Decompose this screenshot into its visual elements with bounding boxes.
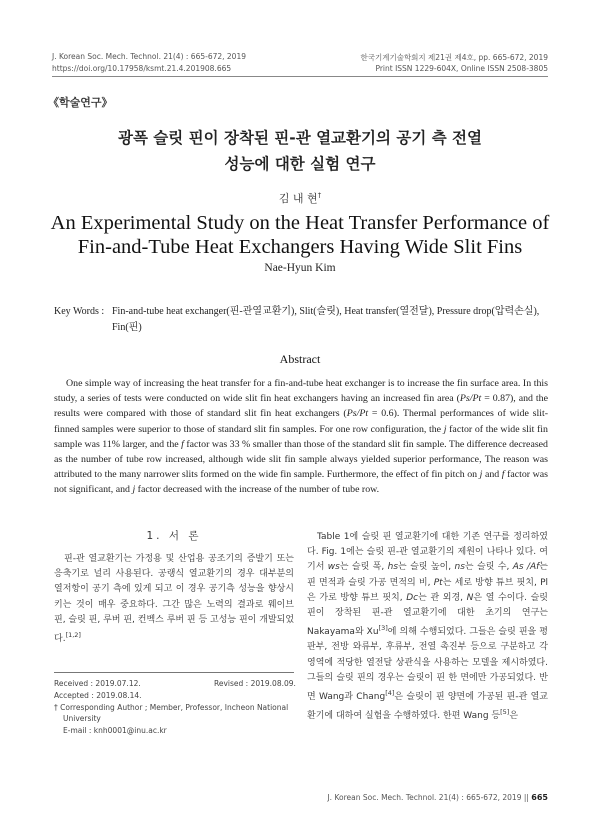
journal-citation-en: J. Korean Soc. Mech. Technol. 21(4) : 665-672, 2019 — [52, 52, 246, 61]
corresponding-affiliation: University — [63, 714, 101, 723]
received-date: Received : 2019.07.12. — [54, 679, 141, 688]
corresponding-mark: † — [317, 191, 322, 200]
keywords-text: Fin-and-tube heat exchanger(핀-관열교환기), Slit(슬릿), Heat transfer(열전달), Pressure drop(압력손실), Fin(핀) — [112, 306, 540, 333]
intro-left-column: 핀-관 열교환기는 가정용 및 산업용 공조기의 증발기 또는 응축기로 널리 사용된다. 공랭식 열교환기의 경우 대부분의 열저항이 공기 측에 있게 되고 이 경우 공기측 성능을 향상시키는 것이 매우 중요하다. 그간 많은 노력의 결과로 웨이브 핀, 슬릿 핀, 루버 핀, 컨벡스 루버 핀 등 고성능 핀이 개발되었다.[1,2] — [54, 554, 295, 645]
section1-heading: 1. 서 론 — [146, 530, 202, 542]
title-english-line1: An Experimental Study on the Heat Transfer Performance of — [50, 212, 550, 234]
citation-ref[interactable]: [1,2] — [65, 631, 81, 640]
accepted-date: Accepted : 2019.08.14. — [54, 691, 142, 700]
keywords-label: Key Words : — [54, 306, 105, 317]
citation-ref[interactable]: [4] — [385, 689, 395, 698]
footer-citation: J. Korean Soc. Mech. Technol. 21(4) : 665-672, 2019 || — [327, 793, 529, 802]
header-divider — [52, 76, 548, 77]
footnote-divider — [54, 672, 294, 673]
citation-ref[interactable]: [3] — [378, 624, 388, 633]
journal-citation-ko: 한국기계기술학회지 제21권 제4호, pp. 665-672, 2019 — [360, 53, 548, 62]
author-korean-name: 김 내 현 — [278, 192, 318, 205]
ratio-symbol: Ps/Pt — [346, 408, 369, 420]
email-link[interactable]: E-mail : knh0001@inu.ac.kr — [63, 726, 167, 735]
issn-info: Print ISSN 1229-604X, Online ISSN 2508-3805 — [375, 64, 548, 73]
page-footer — [327, 793, 548, 802]
page-number: 665 — [531, 793, 548, 802]
author-korean — [0, 190, 600, 206]
abstract-title: Abstract — [279, 352, 321, 366]
doi-link[interactable]: https://doi.org/10.17958/ksmt.21.4.201908.665 — [52, 64, 232, 73]
corresponding-author: † Corresponding Author ; Member, Professor, Incheon National — [54, 703, 289, 712]
ratio-symbol: Ps/Pt — [459, 393, 482, 405]
title-korean-line1: 광폭 슬릿 핀이 장착된 핀-관 열교환기의 공기 측 전열 — [117, 129, 483, 147]
title-korean-line2: 성능에 대한 실험 연구 — [224, 155, 376, 173]
section-tag: 《학술연구》 — [48, 96, 113, 109]
abstract-body: One simple way of increasing the heat transfer for a fin-and-tube heat exchanger is to increase the fin surface area. In this study, a series of tests were conducted on wide slit fin heat exchangers having an increased fin area (Ps/Pt = 0.87), and the results were compared with those of standard slit fin heat exchangers (Ps/Pt = 0.6). Thermal performances of wide slit-finned samples were superior to those of standard slit fin samples. For one row configuration, the j factor of the wide slit fin sample was 11% larger, and the f factor was 33 % smaller than those of the standard slit fin sample. The difference decreased as the number of tube row increased, although wide slit fin sample always yielded superior performance, The reason was attributed to the many narrower slits formed on the wide fin sample. Furthermore, the effect of fin pitch on j and f factor was not significant, and j factor decreased with the increase of the number of tube row. — [54, 378, 549, 496]
author-english: Nae-Hyun Kim — [264, 262, 336, 274]
intro-right-column: Table 1에 슬릿 핀 열교환기에 대한 기존 연구를 정리하였다. Fig. 1에는 슬릿 핀-관 열교환기의 제원이 나타나 있다. 여기서 ws는 슬릿 폭, hs는 슬릿 높이, ns는 슬릿 수, As /Af는 핀 면적과 슬릿 가공 면적의 비, Pt는 세로 방향 튜브 핏치, Pl은 가로 방향 튜브 핏치, Dc는 관 외경, N은 열 수이다. 슬릿 핀이 장착된 핀-관 열교환기에 대한 초기의 연구는 Nakayama와 Xu[3]에 의해 수행되었다. 그들은 슬릿 핀을 평판부, 전방 와류부, 후류부, 전열 촉진부 등으로 구분하고 각 영역에 적당한 열전달 상관식을 사용하는 모델을 제시하였다. 그들의 슬릿 핀의 경우는 슬릿이 핀 한 면에만 가공되었다. 반면 Wang과 Chang[4]은 슬릿이 핀 양면에 가공된 핀-관 열교환기에 대하여 실험을 수행하였다. 한편 Wang 등[5]은 — [307, 532, 548, 722]
title-english-line2: Fin-and-Tube Heat Exchangers Having Wide Slit Fins — [77, 236, 523, 258]
revised-date: Revised : 2019.08.09. — [214, 679, 296, 688]
citation-ref[interactable]: [5] — [500, 708, 510, 717]
